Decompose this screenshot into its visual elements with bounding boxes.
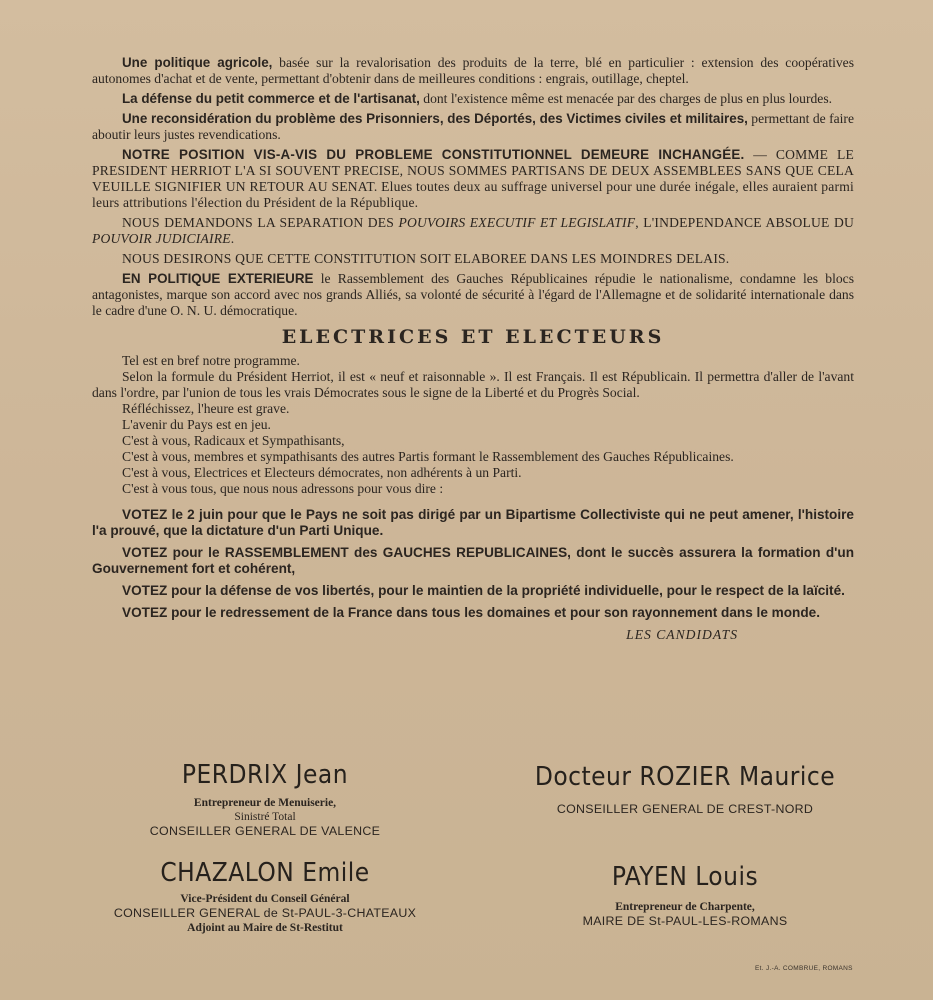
candidate-perdrix	[110, 760, 420, 839]
appeal-line: Tel est en bref notre programme.	[122, 353, 300, 368]
separation-text-c: , L'INDEPENDANCE ABSOLUE DU	[635, 215, 855, 230]
separation-text-e: .	[230, 231, 235, 246]
main-heading: ELECTRICES ET ELECTEURS	[281, 326, 665, 348]
delays-paragraph: NOUS DESIRONS QUE CETTE CONSTITUTION SOIT ELABOREE DANS LES MOINDRES DELAIS.	[122, 251, 730, 266]
candidate-note: Sinistré Total	[234, 811, 296, 823]
agriculture-lead: Une politique agricole,	[122, 55, 273, 70]
commerce-text: dont l'existence même est menacée par des charges de plus en plus lourdes.	[419, 91, 833, 106]
candidate-chazalon	[85, 858, 445, 935]
constitution-lead: NOTRE POSITION VIS-A-VIS DU PROBLEME CONSTITUTIONNEL DEMEURE INCHANGÉE.	[122, 147, 745, 162]
signature-line: LES CANDIDATS	[626, 627, 738, 642]
candidate-role: MAIRE DE St-PAUL-LES-ROMANS	[582, 914, 788, 928]
candidate-occupation: Vice-Président du Conseil Général	[180, 893, 350, 905]
appeal-line: C'est à vous tous, que nous nous adressons pour vous dire :	[122, 481, 444, 496]
candidate-name: PAYEN Louis	[611, 862, 759, 892]
program-text	[92, 55, 854, 643]
candidate-role: CONSEILLER GENERAL de St-PAUL-3-CHATEAUX	[113, 906, 417, 920]
separation-text-a: NOUS DEMANDONS LA SEPARATION DES	[122, 215, 399, 230]
candidate-note: Adjoint au Maire de St-Restitut	[187, 922, 343, 934]
printer-imprint: Et. J.-A. COMBRUE, ROMANS	[755, 965, 853, 972]
commerce-lead: La défense du petit commerce et de l'artisanat,	[122, 91, 420, 106]
separation-text-d: POUVOIR JUDICIAIRE	[92, 231, 231, 246]
vote-paragraph: VOTEZ pour le RASSEMBLEMENT des GAUCHES REPUBLICAINES, dont le succès assurera la formation d'un Gouvernement fort et cohérent,	[92, 545, 854, 576]
appeal-line: L'avenir du Pays est en jeu.	[122, 417, 271, 432]
separation-paragraph	[92, 215, 854, 247]
agriculture-paragraph	[92, 55, 854, 87]
prisoners-lead: Une reconsidération du problème des Prisonniers, des Déportés, des Victimes civiles et militaires,	[122, 111, 748, 126]
appeal-line: C'est à vous, membres et sympathisants des autres Partis formant le Rassemblement des Gauches Républicaines.	[122, 449, 734, 464]
constitution-text: — COMME LE PRESIDENT HERRIOT L'A SI SOUVENT PRECISE, NOUS SOMMES PARTISANS DE DEUX ASSEMBLEES SANS QUE CELA VEUILLE SIGNIFIER UN RETOUR AU SENAT. Elues toutes deux au suffrage universel pour une durée inégale, elles auraient parmi leurs attributions l'élection du Président de la République.	[92, 147, 854, 210]
foreign-policy-paragraph	[92, 271, 854, 319]
candidate-occupation: Entrepreneur de Menuiserie,	[193, 797, 337, 809]
appeal-line: Réfléchissez, l'heure est grave.	[122, 401, 290, 416]
foreign-policy-lead: EN POLITIQUE EXTERIEURE	[122, 271, 314, 286]
commerce-paragraph	[92, 91, 854, 107]
vote-paragraph: VOTEZ le 2 juin pour que le Pays ne soit pas dirigé par un Bipartisme Collectiviste qui ne peut amener, l'histoire l'a prouvé, que la dictature d'un Parti Unique.	[92, 507, 854, 538]
foreign-policy-text: le Rassemblement des Gauches Républicaines répudie le nationalisme, condamne les blocs antagonistes, marque son accord avec nos grands Alliés, sa volonté de sécurité à l'égard de l'Allemagne et de solidarité internationale dans le cadre d'une O. N. U. démocratique.	[92, 271, 854, 318]
appeal-line: Selon la formule du Président Herriot, il est « neuf et raisonnable ». Il est Français. Il est Républicain. Il permettra d'aller de l'avant dans l'ordre, par l'union de tous les vrais Démocrates sous le signe de la Liberté et du Progrès Social.	[92, 369, 854, 400]
appeal-line: C'est à vous, Radicaux et Sympathisants,	[122, 433, 345, 448]
candidate-role: CONSEILLER GENERAL DE CREST-NORD	[556, 802, 814, 816]
prisoners-paragraph	[92, 111, 854, 143]
candidate-name: CHAZALON Emile	[160, 858, 370, 888]
candidate-payen	[535, 862, 835, 929]
candidate-name: PERDRIX Jean	[181, 760, 349, 790]
separation-text-b: POUVOIRS EXECUTIF ET LEGISLATIF	[398, 215, 636, 230]
constitution-paragraph	[92, 147, 854, 211]
prisoners-text: permettant de faire aboutir leurs justes revendications.	[92, 111, 854, 142]
candidate-role: CONSEILLER GENERAL DE VALENCE	[149, 824, 381, 838]
vote-paragraph: VOTEZ pour le redressement de la France dans tous les domaines et pour son rayonnement dans le monde.	[122, 605, 820, 620]
candidate-name: Docteur ROZIER Maurice	[534, 762, 836, 792]
agriculture-text: basée sur la revalorisation des produits de la terre, blé en particulier : extension des coopératives autonomes d'achat et de vente, permettant d'obtenir dans de meilleures conditions : engrais, outillage, cheptel.	[92, 55, 854, 86]
candidate-rozier	[500, 762, 870, 817]
candidate-occupation: Entrepreneur de Charpente,	[615, 901, 755, 913]
appeal-line: C'est à vous, Electrices et Electeurs démocrates, non adhérents à un Parti.	[122, 465, 522, 480]
vote-paragraph: VOTEZ pour la défense de vos libertés, pour le maintien de la propriété individuelle, pour le respect de la laïcité.	[122, 583, 845, 598]
